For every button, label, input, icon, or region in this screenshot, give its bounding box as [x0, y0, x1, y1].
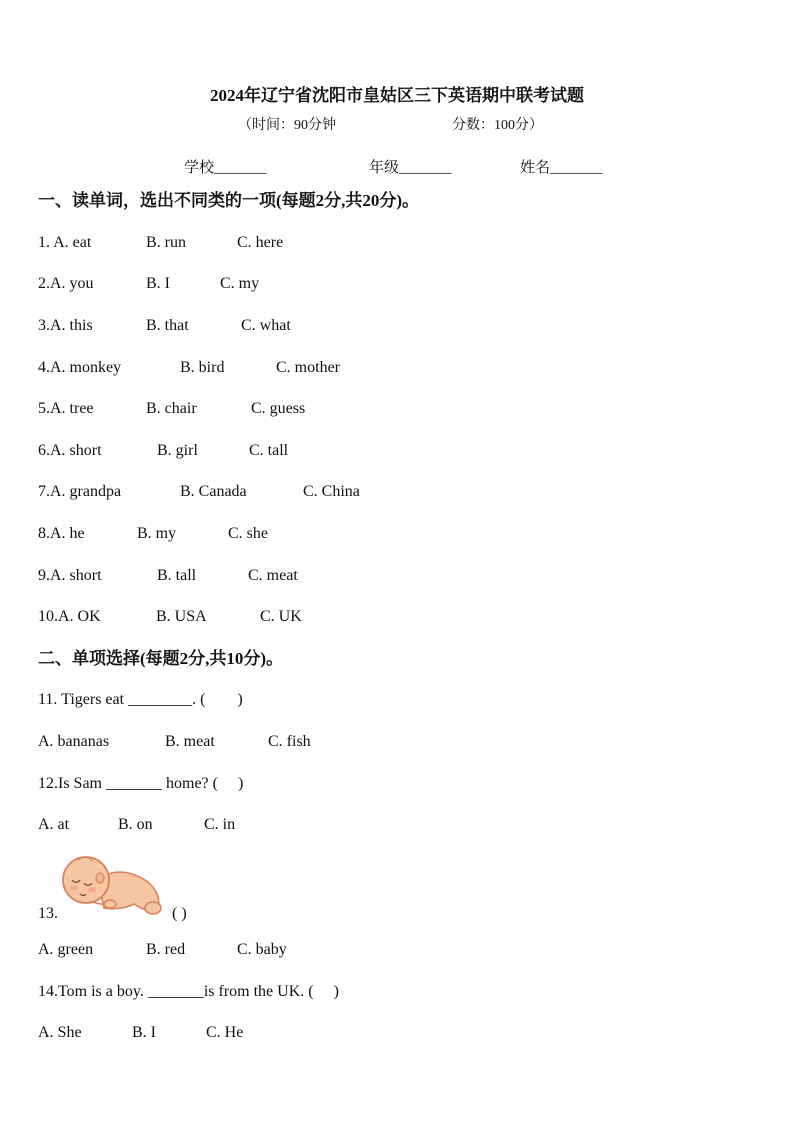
- exam-score: 分数：100分）: [452, 118, 543, 133]
- q8-option-b: B. my: [137, 525, 177, 542]
- q8-option-a: 8.A. he: [38, 525, 85, 542]
- q14-stem: 14.Tom is a boy. _______is from the UK. ( ): [38, 983, 339, 1000]
- q12-option-b: B. on: [118, 816, 153, 833]
- q10-option-a: 10.A. OK: [38, 608, 101, 625]
- q1-option-a: 1. A. eat: [38, 234, 92, 251]
- q3-option-b: B. that: [146, 317, 189, 334]
- school-field: 学校_______: [184, 160, 267, 176]
- section-1-heading: 一、读单词，选出不同类的一项(每题2分,共20分)。: [38, 191, 420, 210]
- q2-option-c: C. my: [220, 275, 260, 292]
- q11-option-c: C. fish: [268, 733, 311, 750]
- q13-paren: ( ): [172, 905, 187, 922]
- sleeping-baby-icon: [60, 852, 164, 918]
- q13-number: 13.: [38, 905, 58, 922]
- q5-option-b: B. chair: [146, 400, 197, 417]
- grade-field: 年级_______: [369, 160, 452, 176]
- q13-option-b: B. red: [146, 941, 186, 958]
- q9-option-b: B. tall: [157, 567, 197, 584]
- q10-option-b: B. USA: [156, 608, 207, 625]
- q6-option-c: C. tall: [249, 442, 289, 459]
- q7-option-b: B. Canada: [180, 483, 247, 500]
- q1-option-c: C. here: [237, 234, 284, 251]
- q12-stem: 12.Is Sam _______ home? ( ): [38, 775, 244, 792]
- q11-option-b: B. meat: [165, 733, 215, 750]
- q3-option-a: 3.A. this: [38, 317, 93, 334]
- q1-option-b: B. run: [146, 234, 186, 251]
- q14-option-c: C. He: [206, 1024, 244, 1041]
- section-2-heading: 二、单项选择(每题2分,共10分)。: [38, 649, 284, 668]
- q9-option-a: 9.A. short: [38, 567, 102, 584]
- q2-option-a: 2.A. you: [38, 275, 94, 292]
- q12-option-a: A. at: [38, 816, 70, 833]
- q5-option-a: 5.A. tree: [38, 400, 94, 417]
- q7-option-a: 7.A. grandpa: [38, 483, 122, 500]
- q6-option-a: 6.A. short: [38, 442, 102, 459]
- q12-option-c: C. in: [204, 816, 236, 833]
- q8-option-c: C. she: [228, 525, 268, 542]
- q4-option-b: B. bird: [180, 359, 225, 376]
- exam-time: （时间：90分钟: [238, 118, 336, 133]
- q13-option-a: A. green: [38, 941, 94, 958]
- q14-option-a: A. She: [38, 1024, 82, 1041]
- q10-option-c: C. UK: [260, 608, 302, 625]
- q9-option-c: C. meat: [248, 567, 298, 584]
- name-field: 姓名_______: [520, 160, 603, 176]
- q14-option-b: B. I: [132, 1024, 156, 1041]
- q3-option-c: C. what: [241, 317, 291, 334]
- q6-option-b: B. girl: [157, 442, 198, 459]
- q7-option-c: C. China: [303, 483, 360, 500]
- q13-option-c: C. baby: [237, 941, 287, 958]
- q4-option-a: 4.A. monkey: [38, 359, 122, 376]
- q4-option-c: C. mother: [276, 359, 340, 376]
- q11-option-a: A. bananas: [38, 733, 110, 750]
- q11-stem: 11. Tigers eat ________. ( ): [38, 691, 243, 708]
- q5-option-c: C. guess: [251, 400, 306, 417]
- page-title: 2024年辽宁省沈阳市皇姑区三下英语期中联考试题: [210, 86, 584, 105]
- q2-option-b: B. I: [146, 275, 170, 292]
